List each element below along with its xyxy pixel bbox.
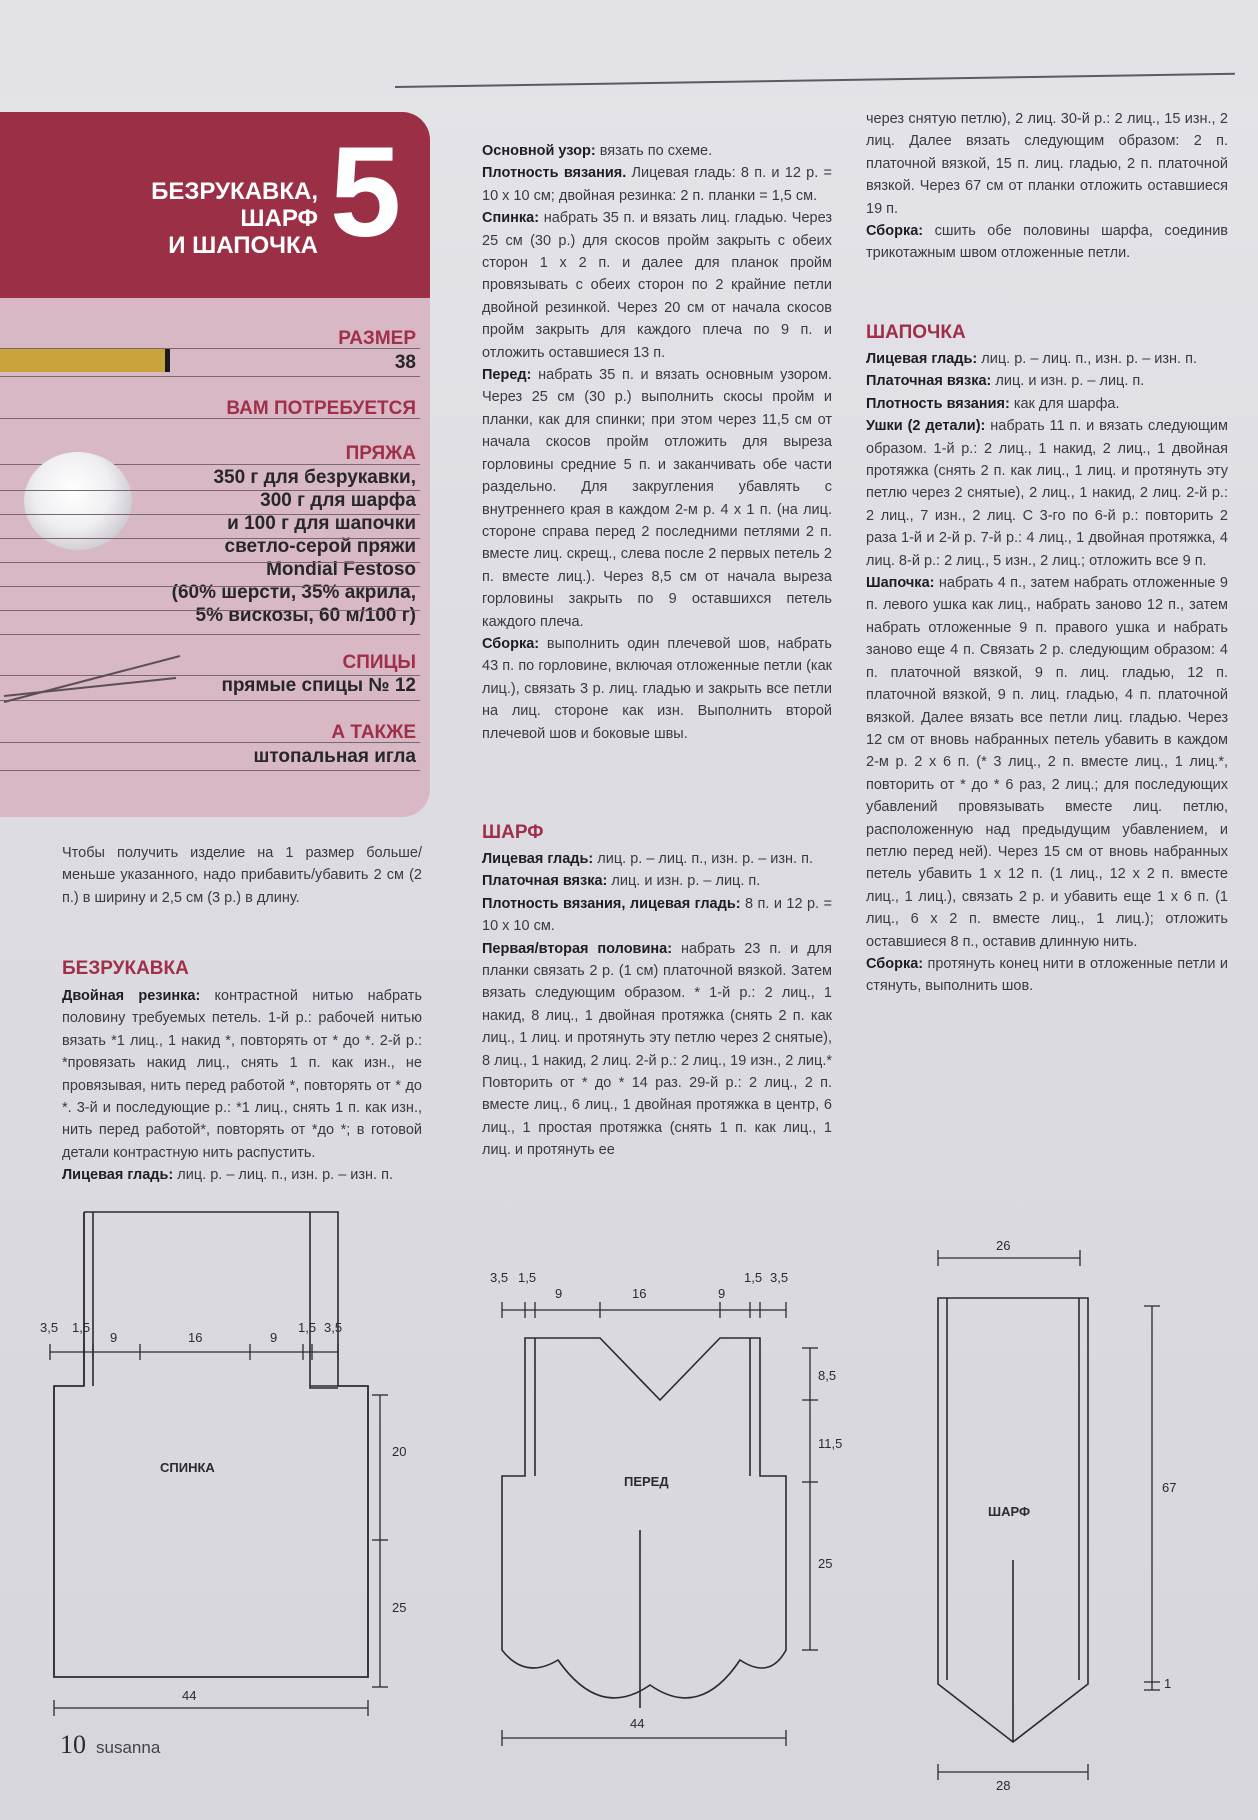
also-value: штопальная игла <box>253 746 416 767</box>
scarf-assembly-text: сшить обе половины шарфа, соединив трикотажным швом отложенные петли. <box>866 223 1228 262</box>
dim-label: 9 <box>718 1286 726 1301</box>
dim-label: 1,5 <box>744 1270 763 1285</box>
stockinette-text: лиц. р. – лиц. п., изн. р. – изн. п. <box>177 1167 393 1184</box>
scarf-continued-text <box>866 108 1228 265</box>
dim-label: 1,5 <box>298 1320 317 1335</box>
dim-label: 3,5 <box>490 1270 509 1285</box>
needles-label: СПИЦЫ <box>342 652 416 673</box>
yarn-value: 350 г для безрукавки, 300 г для шарфа и 100 г для шапочки светло-серой пряжи Mondial Festoso (60% шерсти, 35% акрила, 5% вискозы, 60 м/100 г) <box>171 467 416 626</box>
back-label: Спинка: <box>482 210 540 227</box>
main-pattern-label: Основной узор: <box>482 143 596 159</box>
needles-value: прямые спицы № 12 <box>221 675 416 696</box>
back-text: набрать 35 п. и вязать лиц. гладью. Через 25 см (30 р.) для скосов пройм закрыть с обеих сторон 1 х 2 п. и далее для планок пройм провязывать с обеих сторон по 2 крайние петли двойной резинкой. Через 20 см от начала скосов пройм закрыть для каждого плеча по 9 п. и отложить оставшиеся 13 п. <box>482 210 832 361</box>
scarf-garter-text: лиц. и изн. р. – лиц. п. <box>611 873 761 890</box>
yarn-ball-image <box>24 452 132 550</box>
also-label: А ТАКЖЕ <box>331 722 416 743</box>
scarf-density-label: Плотность вязания, лицевая гладь: <box>482 895 741 912</box>
vest-pattern-text <box>482 140 832 745</box>
divider <box>0 610 420 611</box>
dim-label: 44 <box>182 1688 197 1703</box>
knitting-needles-image <box>0 650 200 710</box>
dim-label: 25 <box>392 1600 407 1615</box>
dim-label: 44 <box>630 1716 645 1731</box>
scarf-label-text: ШАРФ <box>988 1504 1031 1519</box>
scarf-continued: через снятую петлю), 2 лиц. 30-й р.: 2 лиц., 15 изн., 2 лиц. Далее вязать следующим образом: 2 п. платочной вязкой, 15 п. лиц. гладью, 2 п. платочной вязкой. Через 67 см от планки отложить оставшиеся 19 п. <box>866 111 1228 217</box>
hat-density-text: как для шарфа. <box>1013 395 1120 412</box>
ears-label: Ушки (2 детали): <box>866 418 986 435</box>
rib-label: Двойная резинка: <box>62 988 201 1004</box>
dim-label: 9 <box>555 1286 563 1301</box>
cap-text: набрать 4 п., затем набрать отложенные 9 п. левого ушка как лиц., набрать заново 12 п., затем набрать отложенные 9 п. правого ушка и набрать заново еще 4 п. Связать 2 р. следующим образом: 4 п. платочной вязкой, 9 п. лиц. гладью, 12 п. платочной вязкой, 9 п. лиц. гладью, 4 п. платочной вязкой. Далее вязать все петли лиц. гладью. Через 12 см от вновь набранных петель убавить в каждом 2-м р. 2 х 6 п. (* 3 лиц., 2 п. вместе лиц., 1 лиц.*, повторить от * до * 6 раз, 2 лиц.; для последующих убавлений провязывать вместе лиц. петлю, расположенную над предыдущим убавлением, и петлю перед ней). Через 15 см от вновь набранных петель убавить 1 х 12 п. (1 лиц., 12 х 2 п. вместе лиц., 1 лиц.), связать 2 р. и убавить еще 1 х 6 п. (1 лиц., 6 х 2 п. вместе лиц., 1 лиц.); отложить оставшиеся 8 п., оставив длинную нить. <box>866 575 1228 950</box>
hat-density-label: Плотность вязания: <box>866 395 1010 412</box>
dim-label: 1 <box>1164 1676 1172 1691</box>
dim-label: 3,5 <box>770 1270 789 1285</box>
page-number: 10 <box>60 1730 86 1759</box>
page-footer <box>60 1730 160 1760</box>
vest-instructions <box>62 985 422 1187</box>
size-label: РАЗМЕР <box>338 328 416 349</box>
size-value: 38 <box>394 352 416 373</box>
project-title: БЕЗРУКАВКА, ШАРФ И ШАПОЧКА <box>151 178 318 259</box>
hat-pattern-text <box>866 348 1228 998</box>
materials-label: ВАМ ПОТРЕБУЕТСЯ <box>226 398 416 419</box>
stockinette-label: Лицевая гладь: <box>62 1167 174 1184</box>
ears-text: набрать 11 п. и вязать следующим образом. 1-й р.: 2 лиц., 1 накид, 2 лиц., 1 двойная протяжка (снять 2 п. как лиц., 1 лиц. и протянуть эту петлю через 2 снятые), 2 лиц., 1 накид, 2 лиц. 2-й р.: 2 лиц., 7 изн., 2 лиц. С 3-го по 6-й р.: повторить 2 раза 1-й и 2-й р. 7-й р.: 4 лиц., 1 двойная протяжка, 4 лиц. 8-й р.: 2 лиц., 5 изн., 2 лиц.; отложить все 9 п. <box>866 418 1228 569</box>
scarf-stockinette-text: лиц. р. – лиц. п., изн. р. – изн. п. <box>597 851 813 867</box>
dim-label: 67 <box>1162 1480 1177 1495</box>
dim-label: 16 <box>188 1330 203 1345</box>
dim-label: 9 <box>270 1330 278 1345</box>
divider <box>0 770 420 771</box>
dim-label: 9 <box>110 1330 118 1345</box>
hat-stockinette-label: Лицевая гладь: <box>866 351 978 367</box>
dim-label: 20 <box>392 1444 407 1459</box>
scarf-half-text: набрать 23 п. и для планки связать 2 р. (1 см) платочной вязкой. Затем вязать следующим образом. * 1-й р.: 2 лиц., 1 накид, 8 лиц., 1 двойная протяжка (снять 2 п. как лиц., 1 лиц. и протянуть эту петлю через 2 снятые), 8 лиц., 1 накид, 2 лиц. 2-й р.: 2 лиц., 19 изн., 2 лиц.* Повторить от * до * 14 раз. 29-й р.: 2 лиц., 2 п. вместе лиц., 6 лиц., 1 двойная протяжка в центр, 6 лиц., 1 простая протяжка (снять 1 п. как лиц., 1 лиц. и протянуть ее <box>482 940 832 1159</box>
divider <box>0 634 420 635</box>
yarn-label: ПРЯЖА <box>345 443 416 464</box>
rib-text: контрастной нитью набрать половину требуемых петель. 1-й р.: рабочей нитью вязать *1 лиц., 1 накид *, повторять от * до *. 2-й р.: *провязать накид лиц., снять 1 п. как изн., не провязывая, нить перед работой *, повторять от * до *. 3-й и последующие р.: *1 лиц., снять 1 п. как изн., нить перед работой*, повторять от *до *; в готовой детали контрастную нить распустить. <box>62 988 422 1161</box>
front-label: Перед: <box>482 367 532 384</box>
project-number: 5 <box>330 121 402 264</box>
scarf-stockinette-label: Лицевая гладь: <box>482 851 594 867</box>
measuring-tape-image <box>0 348 170 372</box>
hat-garter-label: Платочная вязка: <box>866 373 992 390</box>
divider <box>0 490 420 491</box>
dim-label: 26 <box>996 1238 1011 1253</box>
hat-assembly-label: Сборка: <box>866 955 924 972</box>
dim-label: 3,5 <box>40 1320 59 1335</box>
scarf-garter-label: Платочная вязка: <box>482 873 608 890</box>
dim-label: 11,5 <box>818 1436 843 1451</box>
density-text: Лицевая гладь: 8 п. и 12 р. = 10 х 10 см; двойная резинка: 2 п. планки = 1,5 см. <box>482 165 833 204</box>
dim-label: 1,5 <box>72 1320 91 1335</box>
scarf-pattern-text <box>482 848 832 1162</box>
main-pattern-text: вязать по схеме. <box>599 143 713 159</box>
dim-label: 16 <box>632 1286 647 1301</box>
divider <box>0 562 420 563</box>
dim-label: 25 <box>818 1556 833 1571</box>
dim-label: 8,5 <box>818 1368 837 1383</box>
dim-label: 1,5 <box>518 1270 537 1285</box>
divider <box>0 514 420 515</box>
dim-label: 3,5 <box>324 1320 343 1335</box>
assembly-label: Сборка: <box>482 635 540 652</box>
dim-label: 28 <box>996 1778 1011 1793</box>
divider <box>0 586 420 587</box>
hat-heading: ШАПОЧКА <box>866 322 966 343</box>
scarf-density-text: 8 п. и 12 р. = 10 х 10 см. <box>482 895 832 935</box>
intro-text: Чтобы получить изделие на 1 размер больше/меньше указанного, надо прибавить/убавить 2 см (2 п.) в ширину и 2,5 см (3 р.) в длину. <box>62 845 422 906</box>
front-text: набрать 35 п. и вязать основным узором. Через 25 см (30 р.) выполнить скосы пройм и планки, как для спинки; при этом через 11,5 см от начала скосов пройм отложить для выреза горловины средние 5 п. и заканчивать обе части раздельно. Для закругления убавлять с внутреннего края в каждом 2-м р. 4 х 1 п. (на лиц. стороне справа перед 2 последними петлями 2 п. вместе лиц. скрещ., слева после 2 первых петель 2 п. вместе лиц.). Через 8,5 см от начала выреза горловины закрыть по 9 оставшихся петель каждого плеча. <box>482 367 832 630</box>
hat-stockinette-text: лиц. р. – лиц. п., изн. р. – изн. п. <box>981 351 1197 367</box>
size-adjust-note <box>62 842 422 909</box>
back-label-text: СПИНКА <box>160 1460 215 1475</box>
magazine-name: susanna <box>96 1738 161 1757</box>
front-label-text: ПЕРЕД <box>624 1474 669 1489</box>
vest-heading: БЕЗРУКАВКА <box>62 958 189 979</box>
hat-assembly-text: протянуть конец нити в отложенные петли и стянуть, выполнить шов. <box>866 955 1228 995</box>
hat-garter-text: лиц. и изн. р. – лиц. п. <box>995 373 1145 390</box>
assembly-text: выполнить один плечевой шов, набрать 43 п. по горловине, включая отложенные петли (как лиц.), связать 3 р. лиц. гладью и закрыть все петли на лиц. стороне как изн. Выполнить второй плечевой шов и боковые швы. <box>482 635 832 742</box>
scarf-half-label: Первая/вторая половина: <box>482 940 673 957</box>
cap-label: Шапочка: <box>866 575 935 592</box>
scarf-assembly-label: Сборка: <box>866 223 924 240</box>
scarf-heading: ШАРФ <box>482 822 544 843</box>
density-label: Плотность вязания. <box>482 165 627 182</box>
divider <box>0 538 420 539</box>
divider <box>0 376 420 377</box>
